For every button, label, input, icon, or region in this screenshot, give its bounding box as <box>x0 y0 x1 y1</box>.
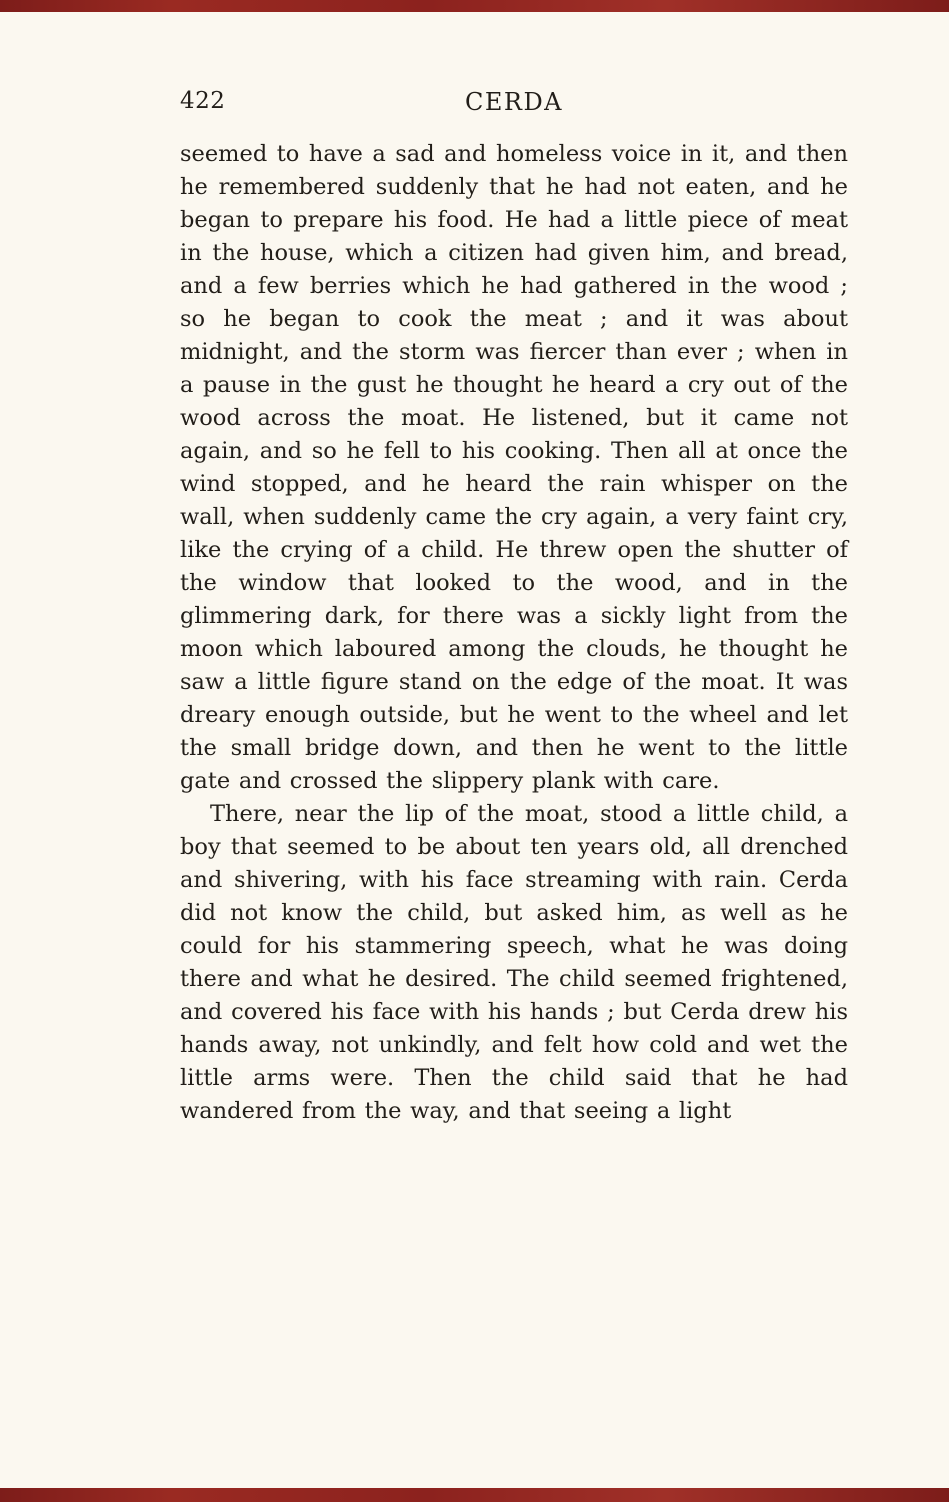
body-text <box>180 138 848 1128</box>
bottom-scan-edge <box>0 1488 949 1502</box>
paragraph: seemed to have a sad and homeless voice in it, and then he remembered suddenly that he had not eaten, and he began to prepare his food. He had a little piece of meat in the house, which a citizen had given him, and bread, and a few berries which he had gathered in the wood ; so he began to cook the meat ; and it was about midnight, and the storm was fiercer than ever ; when in a pause in the gust he thought he heard a cry out of the wood across the moat. He listened, but it came not again, and so he fell to his cooking. Then all at once the wind stopped, and he heard the rain whisper on the wall, when suddenly came the cry again, a very faint cry, like the crying of a child. He threw open the shutter of the window that looked to the wood, and in the glimmering dark, for there was a sickly light from the moon which laboured among the clouds, he thought he saw a little figure stand on the edge of the moat. It was dreary enough outside, but he went to the wheel and let the small bridge down, and then he went to the little gate and crossed the slippery plank with care. <box>180 141 848 794</box>
page-content <box>180 88 848 1128</box>
running-header-title: CERDA <box>464 88 564 116</box>
page-number: 422 <box>180 88 226 114</box>
paragraph: There, near the lip of the moat, stood a little child, a boy that seemed to be about ten years old, all drenched and shivering, with his face streaming with rain. Cerda did not know the child, but asked him, as well as he could for his stammering speech, what he was doing there and what he desired. The child seemed frightened, and covered his face with his hands ; but Cerda drew his hands away, not unkindly, and felt how cold and wet the little arms were. Then the child said that he had wandered from the way, and that seeing a light <box>180 801 848 1124</box>
page-header <box>180 88 848 122</box>
top-scan-edge <box>0 0 949 12</box>
